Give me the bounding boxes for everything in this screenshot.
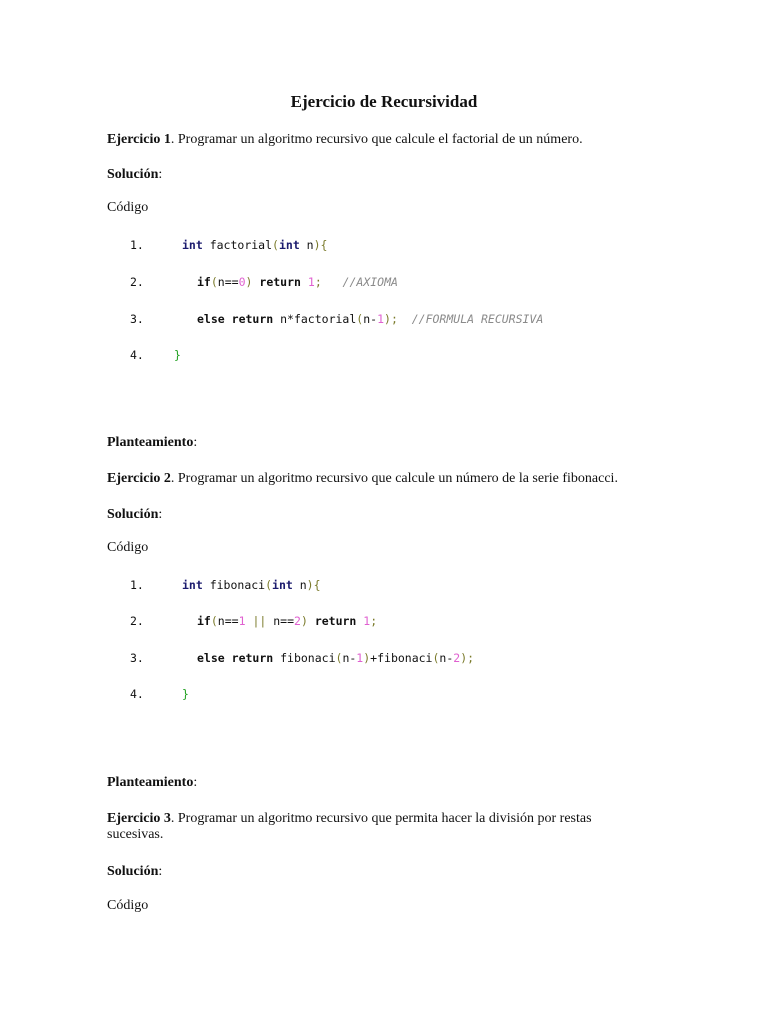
code-token: int — [182, 578, 203, 592]
code-token: factorial — [202, 238, 273, 252]
exercise-2-statement — [107, 471, 618, 487]
exercise-2-planteamiento-label: Planteamiento — [107, 775, 194, 790]
code-token: ( — [265, 578, 273, 592]
code-token — [225, 651, 232, 665]
code-token — [252, 275, 259, 289]
code-token: ; — [314, 275, 322, 289]
code-token: } — [174, 348, 181, 362]
exercise-3-code-label: Código — [107, 898, 149, 913]
code-token: return — [231, 651, 274, 665]
exercise-2-planteamiento: Planteamiento: — [107, 775, 198, 790]
code-token: else — [197, 651, 225, 665]
code-token: return — [259, 275, 301, 289]
exercise-2-solution-label: Solución — [107, 507, 159, 522]
exercise-1-text: . Programar un algoritmo recursivo que calcule el factorial de un número. — [170, 132, 583, 147]
code-token: } — [182, 687, 189, 701]
code-token: 1 — [377, 312, 385, 326]
code-line-number: 4. — [130, 348, 144, 362]
code-token: n — [292, 578, 307, 592]
code-token: n== — [273, 614, 294, 628]
code-token: fibonaci — [202, 578, 266, 592]
page-title: Ejercicio de Recursividad — [290, 92, 478, 111]
code-token: return — [231, 312, 274, 326]
code-token: //FORMULA RECURSIVA — [411, 312, 544, 326]
code-token: ); — [460, 651, 475, 665]
exercise-1-solution-label: Solución — [107, 167, 159, 182]
exercise-1-planteamiento: Planteamiento: — [107, 435, 198, 450]
code-token: || — [245, 614, 274, 628]
code-line-number: 3. — [130, 651, 144, 665]
code-token: n== — [217, 614, 239, 628]
code-token: n- — [439, 651, 454, 665]
code-line-content — [182, 687, 189, 701]
code-token: 2 — [294, 614, 301, 628]
code-token: ( — [210, 614, 218, 628]
code-line-number: 1. — [130, 238, 144, 252]
code-token: ) — [363, 651, 371, 665]
code-token — [225, 312, 232, 326]
code-token: return — [314, 614, 357, 628]
code-token: if — [197, 275, 211, 289]
code-line-content — [197, 651, 474, 665]
code-line-number: 3. — [130, 312, 144, 326]
code-token: 2 — [453, 651, 461, 665]
code-token: //AXIOMA — [342, 275, 398, 289]
code-token — [398, 312, 412, 326]
code-token — [301, 275, 308, 289]
code-token: n — [299, 238, 314, 252]
exercise-3-heading: Ejercicio 3 — [107, 811, 171, 826]
code-token: int — [272, 578, 293, 592]
code-line-number: 2. — [130, 275, 144, 289]
code-token: ; — [370, 614, 378, 628]
code-token: ){ — [313, 238, 328, 252]
code-token: ( — [272, 238, 279, 252]
exercise-1-statement — [107, 132, 583, 148]
code-token: else — [197, 312, 225, 326]
code-token: ( — [335, 651, 343, 665]
exercise-3-solution-label: Solución — [107, 864, 159, 879]
code-line-content — [197, 312, 543, 326]
code-token: if — [197, 614, 211, 628]
code-token: 1 — [363, 614, 371, 628]
exercise-1-solution: Solución: — [107, 167, 163, 182]
code-token: 1 — [356, 651, 364, 665]
exercise-1-heading: Ejercicio 1 — [107, 132, 171, 147]
code-line-content — [182, 238, 327, 252]
exercise-2-heading: Ejercicio 2 — [107, 471, 171, 486]
code-line-content — [174, 348, 181, 362]
exercise-3-solution: Solución: — [107, 864, 163, 879]
code-token: ( — [432, 651, 440, 665]
code-token — [322, 275, 343, 289]
code-line-content — [197, 614, 377, 628]
code-line-content — [197, 275, 398, 289]
code-token: ) — [245, 275, 253, 289]
code-token: 0 — [238, 275, 246, 289]
exercise-2-code-label: Código — [107, 540, 149, 555]
code-token: +fibonaci — [370, 651, 433, 665]
exercise-1-code-label: Código — [107, 200, 149, 215]
code-token: ); — [384, 312, 398, 326]
code-token — [308, 614, 315, 628]
exercise-3-text: . Programar un algoritmo recursivo que permita hacer la división por restas sucesivas. — [107, 811, 592, 842]
code-token: 1 — [238, 614, 246, 628]
code-token: int — [278, 238, 300, 252]
code-line-number: 2. — [130, 614, 144, 628]
code-line-number: 1. — [130, 578, 144, 592]
code-token: n- — [342, 651, 357, 665]
code-token: ( — [210, 275, 218, 289]
exercise-2-text: . Programar un algoritmo recursivo que calcule un número de la serie fibonacci. — [170, 471, 618, 486]
exercise-1-planteamiento-label: Planteamiento — [107, 435, 194, 450]
exercise-2-solution: Solución: — [107, 507, 163, 522]
code-token: 1 — [307, 275, 315, 289]
code-token: n== — [217, 275, 239, 289]
code-token: int — [182, 238, 203, 252]
code-token: n- — [363, 312, 378, 326]
code-line-content — [182, 578, 321, 592]
code-line-number: 4. — [130, 687, 144, 701]
code-token: ){ — [306, 578, 321, 592]
code-token — [356, 614, 363, 628]
code-token: ) — [300, 614, 308, 628]
exercise-3-statement — [107, 811, 647, 843]
code-token: ( — [356, 312, 364, 326]
code-token: n*factorial — [273, 312, 357, 326]
code-token: fibonaci — [273, 651, 336, 665]
